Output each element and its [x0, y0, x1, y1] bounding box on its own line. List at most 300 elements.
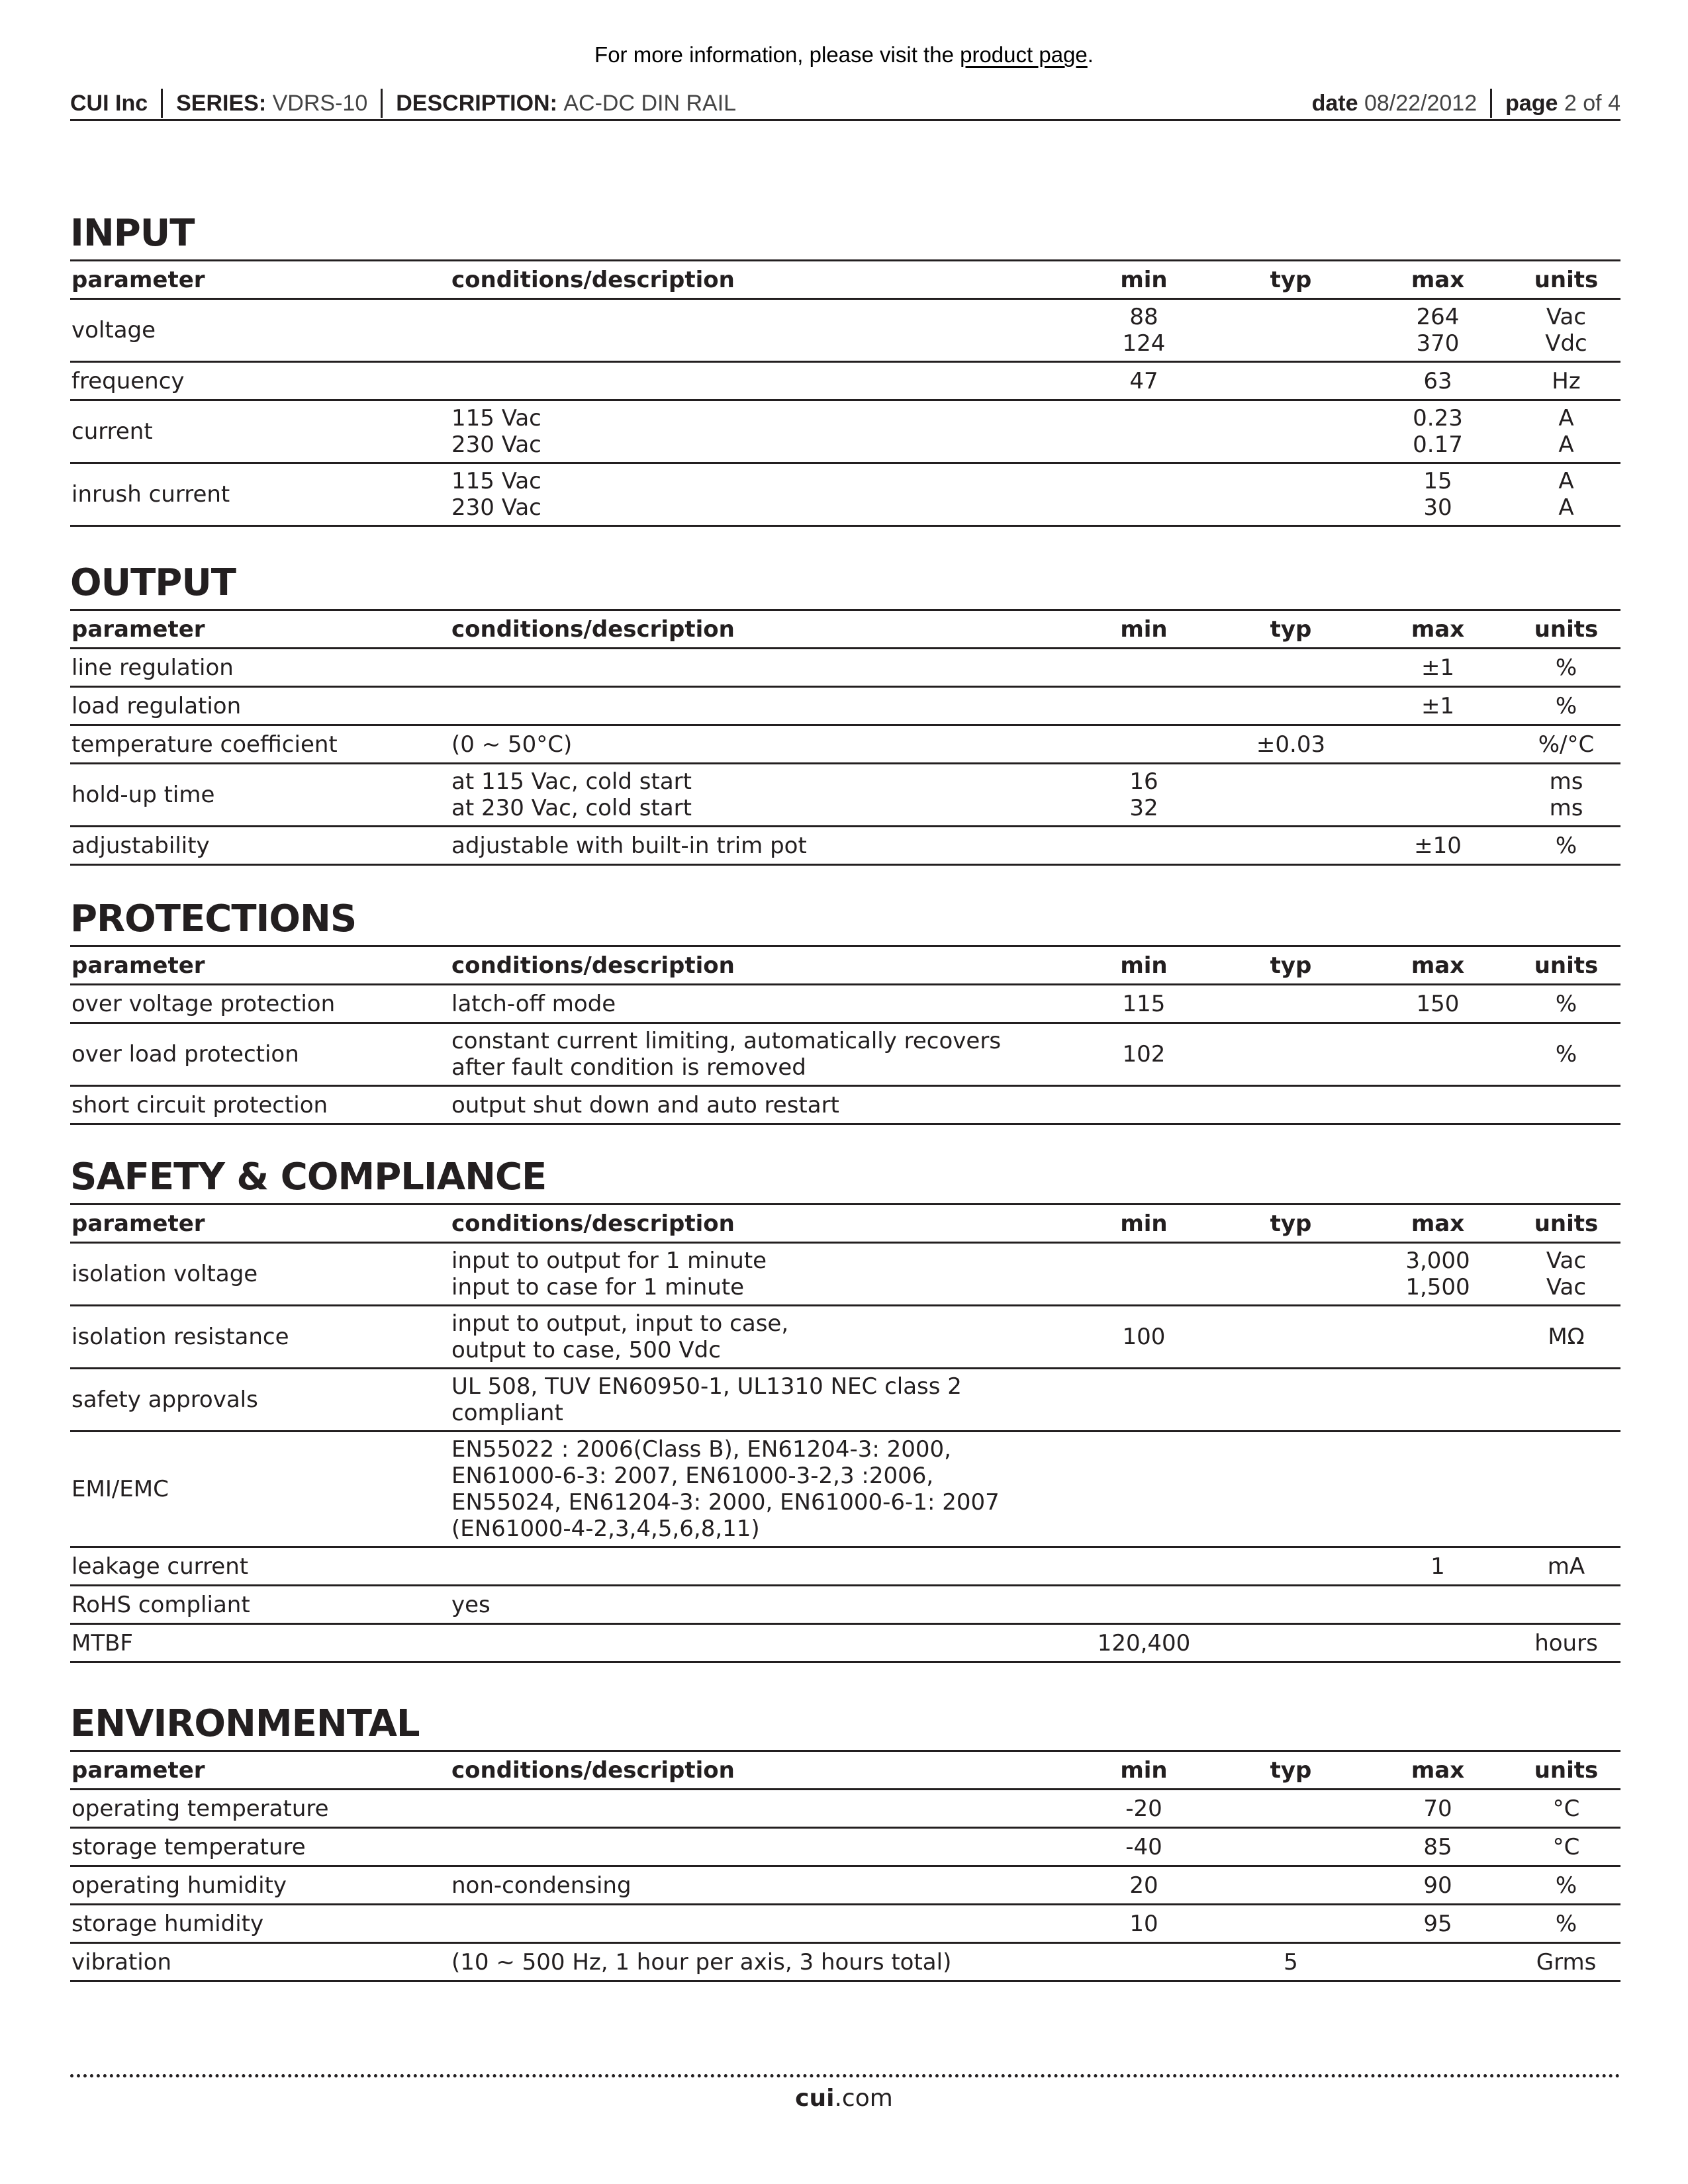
cell-line: 1 — [1430, 1553, 1445, 1580]
cell-line: yes — [451, 1591, 491, 1618]
conditions-cell — [450, 362, 1070, 400]
series-value: VDRS-10 — [272, 90, 368, 116]
conditions-cell — [450, 1369, 1070, 1432]
page-label: page — [1505, 90, 1558, 116]
cell-line: ms — [1549, 795, 1583, 821]
cell-line: MΩ — [1548, 1324, 1585, 1350]
cell-line: 0.23 — [1413, 405, 1463, 432]
typ-cell — [1217, 1943, 1364, 1981]
min-cell — [1070, 1943, 1217, 1981]
date-label: date — [1311, 90, 1358, 116]
section-title-environmental: ENVIRONMENTAL — [70, 1702, 420, 1745]
min-cell — [1070, 764, 1217, 827]
typ-cell — [1217, 1866, 1364, 1905]
max-cell — [1364, 1547, 1511, 1586]
cell-line: 115 Vac — [451, 468, 541, 494]
min-cell — [1070, 1905, 1217, 1943]
output-table — [70, 609, 1620, 866]
conditions-cell — [450, 1432, 1070, 1547]
cell-line: 115 Vac — [451, 405, 541, 432]
column-header: conditions/description — [450, 1205, 1070, 1243]
table-row — [70, 1624, 1620, 1662]
cell-line: compliant — [451, 1400, 563, 1426]
min-cell — [1070, 687, 1217, 725]
typ-cell — [1217, 764, 1364, 827]
conditions-cell — [450, 764, 1070, 827]
cell-line: % — [1555, 654, 1577, 681]
typ-cell — [1217, 1432, 1364, 1547]
parameter-cell: over voltage protection — [70, 985, 450, 1023]
cell-line: ms — [1549, 768, 1583, 795]
cell-line: 230 Vac — [451, 432, 541, 458]
table-row — [70, 1086, 1620, 1124]
typ-cell — [1217, 1905, 1364, 1943]
column-header: units — [1511, 1205, 1620, 1243]
document-header — [70, 86, 1620, 121]
units-cell — [1511, 1905, 1620, 1943]
typ-cell — [1217, 1023, 1364, 1086]
series-label: SERIES: — [176, 90, 267, 116]
column-header: min — [1070, 1205, 1217, 1243]
units-cell — [1511, 1828, 1620, 1866]
cell-line: at 115 Vac, cold start — [451, 768, 692, 795]
units-cell — [1511, 1369, 1620, 1432]
footer-domain-bold: cui — [795, 2085, 835, 2112]
conditions-cell — [450, 1023, 1070, 1086]
typ-cell — [1217, 362, 1364, 400]
table-row — [70, 463, 1620, 526]
cell-line: Grms — [1536, 1948, 1597, 1976]
cell-line: at 230 Vac, cold start — [451, 795, 692, 821]
min-cell — [1070, 1432, 1217, 1547]
cell-line: adjustable with built-in trim pot — [451, 832, 807, 859]
environmental-table — [70, 1750, 1620, 1982]
min-cell — [1070, 1866, 1217, 1905]
cell-line: ±0.03 — [1256, 731, 1326, 758]
description-value: AC-DC DIN RAIL — [563, 90, 737, 116]
min-cell — [1070, 1828, 1217, 1866]
units-cell — [1511, 764, 1620, 827]
parameter-cell: operating temperature — [70, 1790, 450, 1828]
cell-line: UL 508, TUV EN60950-1, UL1310 NEC class 2 — [451, 1373, 962, 1400]
cell-line: 32 — [1129, 795, 1158, 821]
column-header: units — [1511, 610, 1620, 649]
typ-cell — [1217, 299, 1364, 362]
cell-line: % — [1555, 832, 1577, 859]
column-header: typ — [1217, 261, 1364, 299]
cell-line: 120,400 — [1097, 1629, 1191, 1657]
max-cell — [1364, 649, 1511, 687]
typ-cell — [1217, 687, 1364, 725]
units-cell — [1511, 1243, 1620, 1306]
units-cell — [1511, 400, 1620, 463]
parameter-cell: EMI/EMC — [70, 1432, 450, 1547]
cell-line: non-condensing — [451, 1872, 632, 1899]
table-header-row — [70, 1751, 1620, 1790]
conditions-cell — [450, 1306, 1070, 1369]
table-row — [70, 1790, 1620, 1828]
parameter-cell: temperature coefficient — [70, 725, 450, 764]
column-header: min — [1070, 261, 1217, 299]
cell-line: input to output, input to case, — [451, 1310, 789, 1337]
column-header: min — [1070, 610, 1217, 649]
table-row — [70, 1866, 1620, 1905]
section-title-output: OUTPUT — [70, 561, 236, 604]
typ-cell — [1217, 1086, 1364, 1124]
typ-cell — [1217, 1624, 1364, 1662]
cell-line: 10 — [1129, 1910, 1158, 1937]
cell-line: 63 — [1423, 367, 1452, 394]
protections-table — [70, 945, 1620, 1125]
typ-cell — [1217, 649, 1364, 687]
min-cell — [1070, 1624, 1217, 1662]
cell-line: % — [1555, 1910, 1577, 1937]
cell-line: Hz — [1552, 367, 1581, 394]
table-row — [70, 1586, 1620, 1624]
conditions-cell — [450, 1086, 1070, 1124]
units-cell — [1511, 1547, 1620, 1586]
max-cell — [1364, 400, 1511, 463]
table-row — [70, 1905, 1620, 1943]
max-cell — [1364, 1866, 1511, 1905]
column-header: typ — [1217, 610, 1364, 649]
table-row — [70, 827, 1620, 865]
top-note — [0, 42, 1688, 68]
table-row — [70, 1943, 1620, 1981]
units-cell — [1511, 1023, 1620, 1086]
min-cell — [1070, 1586, 1217, 1624]
cell-line: mA — [1547, 1553, 1585, 1580]
parameter-cell: isolation resistance — [70, 1306, 450, 1369]
table-header-row — [70, 261, 1620, 299]
table-row — [70, 1547, 1620, 1586]
units-cell — [1511, 463, 1620, 526]
table-row — [70, 1243, 1620, 1306]
cell-line: input to output for 1 minute — [451, 1248, 767, 1274]
conditions-cell — [450, 827, 1070, 865]
max-cell — [1364, 1086, 1511, 1124]
company-name: CUI Inc — [70, 90, 148, 116]
column-header: max — [1364, 1205, 1511, 1243]
cell-line: °C — [1552, 1833, 1580, 1860]
typ-cell — [1217, 1243, 1364, 1306]
column-header: conditions/description — [450, 261, 1070, 299]
parameter-cell: isolation voltage — [70, 1243, 450, 1306]
cell-line: (0 ~ 50°C) — [451, 731, 573, 758]
max-cell — [1364, 1624, 1511, 1662]
min-cell — [1070, 725, 1217, 764]
conditions-cell — [450, 1943, 1070, 1981]
parameter-cell: vibration — [70, 1943, 450, 1981]
min-cell — [1070, 362, 1217, 400]
units-cell — [1511, 299, 1620, 362]
cell-line: ±10 — [1414, 832, 1462, 859]
cell-line: (10 ~ 500 Hz, 1 hour per axis, 3 hours total) — [451, 1948, 952, 1976]
typ-cell — [1217, 1369, 1364, 1432]
conditions-cell — [450, 1547, 1070, 1586]
parameter-cell: operating humidity — [70, 1866, 450, 1905]
cell-line: Vdc — [1545, 330, 1587, 357]
page-value: 2 of 4 — [1564, 90, 1620, 116]
conditions-cell — [450, 985, 1070, 1023]
typ-cell — [1217, 985, 1364, 1023]
cell-line: EN55022 : 2006(Class B), EN61204-3: 2000, — [451, 1436, 951, 1463]
max-cell — [1364, 1306, 1511, 1369]
cell-line: input to case for 1 minute — [451, 1274, 745, 1300]
min-cell — [1070, 649, 1217, 687]
units-cell — [1511, 1306, 1620, 1369]
section-title-input: INPUT — [70, 212, 195, 255]
cell-line: 85 — [1423, 1833, 1452, 1860]
max-cell — [1364, 1586, 1511, 1624]
cell-line: 47 — [1129, 367, 1158, 394]
conditions-cell — [450, 463, 1070, 526]
units-cell — [1511, 1943, 1620, 1981]
units-cell — [1511, 1624, 1620, 1662]
units-cell — [1511, 1790, 1620, 1828]
max-cell — [1364, 1369, 1511, 1432]
cell-line: % — [1555, 692, 1577, 719]
conditions-cell — [450, 1790, 1070, 1828]
cell-line: 90 — [1423, 1872, 1452, 1899]
min-cell — [1070, 985, 1217, 1023]
typ-cell — [1217, 1828, 1364, 1866]
footer-domain-rest: .com — [834, 2085, 893, 2112]
column-header: parameter — [70, 261, 450, 299]
parameter-cell: storage temperature — [70, 1828, 450, 1866]
max-cell — [1364, 1828, 1511, 1866]
cell-line: 88 — [1129, 304, 1158, 330]
table-row — [70, 1306, 1620, 1369]
safety-table — [70, 1203, 1620, 1663]
units-cell — [1511, 725, 1620, 764]
cell-line: after fault condition is removed — [451, 1054, 806, 1081]
units-cell — [1511, 1432, 1620, 1547]
cell-line: 95 — [1423, 1910, 1452, 1937]
header-divider — [1490, 89, 1492, 118]
conditions-cell — [450, 687, 1070, 725]
parameter-cell: leakage current — [70, 1547, 450, 1586]
cell-line: % — [1555, 1041, 1577, 1068]
typ-cell — [1217, 400, 1364, 463]
footer-divider — [70, 2074, 1620, 2077]
cell-line: -20 — [1125, 1795, 1162, 1822]
column-header: parameter — [70, 946, 450, 985]
min-cell — [1070, 1369, 1217, 1432]
parameter-cell: line regulation — [70, 649, 450, 687]
table-header-row — [70, 610, 1620, 649]
cell-line: ±1 — [1421, 692, 1455, 719]
min-cell — [1070, 1547, 1217, 1586]
parameter-cell: adjustability — [70, 827, 450, 865]
parameter-cell: storage humidity — [70, 1905, 450, 1943]
parameter-cell: over load protection — [70, 1023, 450, 1086]
cell-line: constant current limiting, automatically recovers — [451, 1028, 1002, 1054]
conditions-cell — [450, 1243, 1070, 1306]
max-cell — [1364, 362, 1511, 400]
cell-line: 3,000 — [1405, 1248, 1470, 1274]
min-cell — [1070, 1790, 1217, 1828]
header-divider — [381, 89, 383, 118]
max-cell — [1364, 299, 1511, 362]
parameter-cell: load regulation — [70, 687, 450, 725]
parameter-cell: voltage — [70, 299, 450, 362]
parameter-cell: safety approvals — [70, 1369, 450, 1432]
cell-line: A — [1558, 468, 1574, 494]
cell-line: 102 — [1122, 1041, 1166, 1068]
min-cell — [1070, 1023, 1217, 1086]
units-cell — [1511, 827, 1620, 865]
cell-line: -40 — [1125, 1833, 1162, 1860]
table-header-row — [70, 1205, 1620, 1243]
typ-cell — [1217, 725, 1364, 764]
min-cell — [1070, 827, 1217, 865]
cell-line: output to case, 500 Vdc — [451, 1337, 721, 1363]
units-cell — [1511, 1866, 1620, 1905]
cell-line: Vac — [1546, 1274, 1587, 1300]
column-header: conditions/description — [450, 946, 1070, 985]
cell-line: 1,500 — [1405, 1274, 1470, 1300]
min-cell — [1070, 299, 1217, 362]
column-header: conditions/description — [450, 1751, 1070, 1790]
conditions-cell — [450, 1624, 1070, 1662]
cell-line: 0.17 — [1413, 432, 1463, 458]
table-row — [70, 362, 1620, 400]
cell-line: % — [1555, 1872, 1577, 1899]
max-cell — [1364, 1432, 1511, 1547]
table-row — [70, 1023, 1620, 1086]
units-cell — [1511, 649, 1620, 687]
column-header: max — [1364, 1751, 1511, 1790]
cell-line: 5 — [1284, 1948, 1298, 1976]
conditions-cell — [450, 400, 1070, 463]
cell-line: ±1 — [1421, 654, 1455, 681]
cell-line: 370 — [1416, 330, 1460, 357]
product-page-link[interactable]: product page — [960, 42, 1088, 67]
header-divider — [161, 89, 163, 118]
parameter-cell: current — [70, 400, 450, 463]
top-note-suffix: . — [1087, 42, 1094, 67]
cell-line: output shut down and auto restart — [451, 1091, 839, 1118]
cell-line: (EN61000-4-2,3,4,5,6,8,11) — [451, 1516, 760, 1542]
min-cell — [1070, 1243, 1217, 1306]
column-header: parameter — [70, 610, 450, 649]
footer — [0, 2085, 1688, 2112]
typ-cell — [1217, 827, 1364, 865]
top-note-text: For more information, please visit the — [594, 42, 961, 67]
units-cell — [1511, 362, 1620, 400]
max-cell — [1364, 764, 1511, 827]
units-cell — [1511, 985, 1620, 1023]
description-label: DESCRIPTION: — [396, 90, 557, 116]
parameter-cell: MTBF — [70, 1624, 450, 1662]
min-cell — [1070, 400, 1217, 463]
table-row — [70, 764, 1620, 827]
table-header-row — [70, 946, 1620, 985]
max-cell — [1364, 463, 1511, 526]
table-row — [70, 1432, 1620, 1547]
cell-line: %/°C — [1538, 731, 1595, 758]
column-header: units — [1511, 261, 1620, 299]
parameter-cell: RoHS compliant — [70, 1586, 450, 1624]
typ-cell — [1217, 1790, 1364, 1828]
section-title-protections: PROTECTIONS — [70, 897, 357, 940]
table-row — [70, 1369, 1620, 1432]
table-row — [70, 985, 1620, 1023]
column-header: max — [1364, 946, 1511, 985]
date-value: 08/22/2012 — [1364, 90, 1477, 116]
input-table — [70, 259, 1620, 527]
table-row — [70, 649, 1620, 687]
max-cell — [1364, 687, 1511, 725]
column-header: units — [1511, 946, 1620, 985]
typ-cell — [1217, 463, 1364, 526]
section-title-safety: SAFETY & COMPLIANCE — [70, 1156, 547, 1199]
column-header: typ — [1217, 1751, 1364, 1790]
cell-line: 100 — [1122, 1324, 1166, 1350]
table-row — [70, 725, 1620, 764]
max-cell — [1364, 985, 1511, 1023]
cell-line: 230 Vac — [451, 494, 541, 521]
column-header: units — [1511, 1751, 1620, 1790]
column-header: typ — [1217, 946, 1364, 985]
typ-cell — [1217, 1586, 1364, 1624]
cell-line: 20 — [1129, 1872, 1158, 1899]
cell-line: latch-off mode — [451, 990, 616, 1017]
cell-line: % — [1555, 990, 1577, 1017]
column-header: parameter — [70, 1751, 450, 1790]
column-header: max — [1364, 610, 1511, 649]
max-cell — [1364, 1243, 1511, 1306]
cell-line: °C — [1552, 1795, 1580, 1822]
cell-line: 16 — [1129, 768, 1158, 795]
max-cell — [1364, 1023, 1511, 1086]
conditions-cell — [450, 649, 1070, 687]
cell-line: EN61000-6-3: 2007, EN61000-3-2,3 :2006, — [451, 1463, 934, 1489]
parameter-cell: frequency — [70, 362, 450, 400]
table-row — [70, 687, 1620, 725]
cell-line: 15 — [1423, 468, 1452, 494]
min-cell — [1070, 463, 1217, 526]
cell-line: 115 — [1122, 990, 1166, 1017]
table-row — [70, 400, 1620, 463]
cell-line: 150 — [1416, 990, 1460, 1017]
max-cell — [1364, 1905, 1511, 1943]
conditions-cell — [450, 1586, 1070, 1624]
max-cell — [1364, 827, 1511, 865]
cell-line: Vac — [1546, 304, 1587, 330]
conditions-cell — [450, 1905, 1070, 1943]
max-cell — [1364, 1943, 1511, 1981]
conditions-cell — [450, 1866, 1070, 1905]
column-header: min — [1070, 946, 1217, 985]
max-cell — [1364, 725, 1511, 764]
units-cell — [1511, 1586, 1620, 1624]
parameter-cell: inrush current — [70, 463, 450, 526]
cell-line: 264 — [1416, 304, 1460, 330]
conditions-cell — [450, 1828, 1070, 1866]
units-cell — [1511, 1086, 1620, 1124]
cell-line: A — [1558, 494, 1574, 521]
parameter-cell: hold-up time — [70, 764, 450, 827]
typ-cell — [1217, 1547, 1364, 1586]
column-header: max — [1364, 261, 1511, 299]
cell-line: EN55024, EN61204-3: 2000, EN61000-6-1: 2007 — [451, 1489, 1000, 1516]
conditions-cell — [450, 299, 1070, 362]
parameter-cell: short circuit protection — [70, 1086, 450, 1124]
cell-line: Vac — [1546, 1248, 1587, 1274]
typ-cell — [1217, 1306, 1364, 1369]
